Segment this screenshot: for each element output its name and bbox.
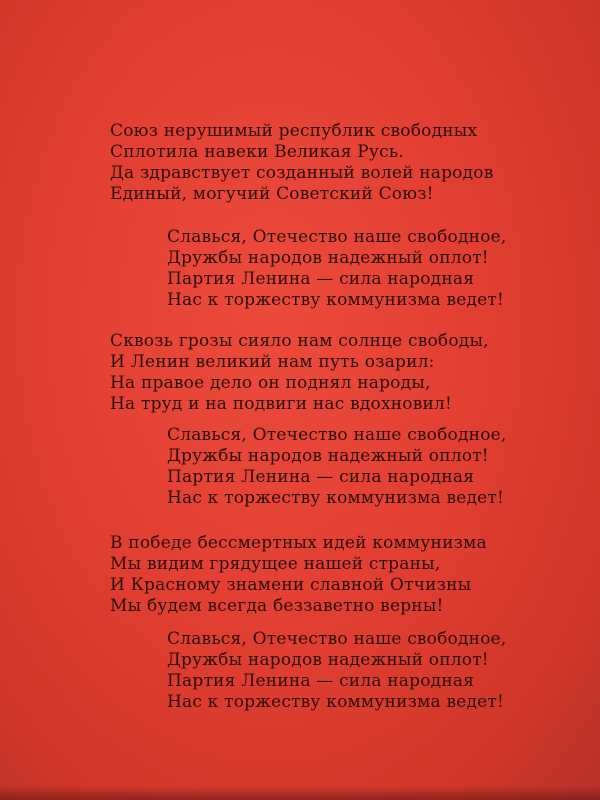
chorus-line: Партия Ленина — сила народная	[167, 269, 475, 289]
verse-line: Единый, могучий Советский Союз!	[110, 184, 434, 204]
chorus-line: Дружбы народов надежный оплот!	[167, 446, 489, 466]
chorus-line: Нас к торжеству коммунизма ведет!	[167, 692, 505, 712]
page-bottom-edge	[0, 786, 600, 800]
verse-line: Мы будем всегда беззаветно верны!	[110, 596, 444, 616]
chorus-line: Партия Ленина — сила народная	[167, 671, 475, 691]
chorus-line: Славься, Отечество наше свободное,	[167, 425, 507, 445]
chorus-2	[167, 425, 507, 509]
verse-1	[110, 121, 493, 205]
chorus-line: Нас к торжеству коммунизма ведет!	[167, 290, 505, 310]
verse-line: На труд и на подвиги нас вдохновил!	[110, 394, 453, 414]
verse-line: На правое дело он поднял народы,	[110, 373, 431, 393]
chorus-line: Дружбы народов надежный оплот!	[167, 650, 489, 670]
verse-line: И Красному знамени славной Отчизны	[110, 575, 472, 595]
chorus-line: Партия Ленина — сила народная	[167, 467, 475, 487]
verse-3	[110, 533, 487, 617]
verse-line: Мы видим грядущее нашей страны,	[110, 554, 441, 574]
chorus-line: Нас к торжеству коммунизма ведет!	[167, 488, 505, 508]
verse-line: Сквозь грозы сияло нам солнце свободы,	[110, 331, 489, 351]
verse-line: В победе бессмертных идей коммунизма	[110, 533, 487, 553]
chorus-line: Дружбы народов надежный оплот!	[167, 248, 489, 268]
verse-line: Союз нерушимый республик свободных	[110, 121, 478, 141]
verse-line: И Ленин великий нам путь озарил:	[110, 352, 435, 372]
chorus-line: Славься, Отечество наше свободное,	[167, 227, 507, 247]
verse-2	[110, 331, 489, 415]
verse-line: Да здравствует созданный волей народов	[110, 163, 494, 183]
chorus-3	[167, 629, 507, 713]
chorus-line: Славься, Отечество наше свободное,	[167, 629, 507, 649]
verse-line: Сплотила навеки Великая Русь.	[110, 142, 404, 162]
chorus-1	[167, 227, 507, 311]
